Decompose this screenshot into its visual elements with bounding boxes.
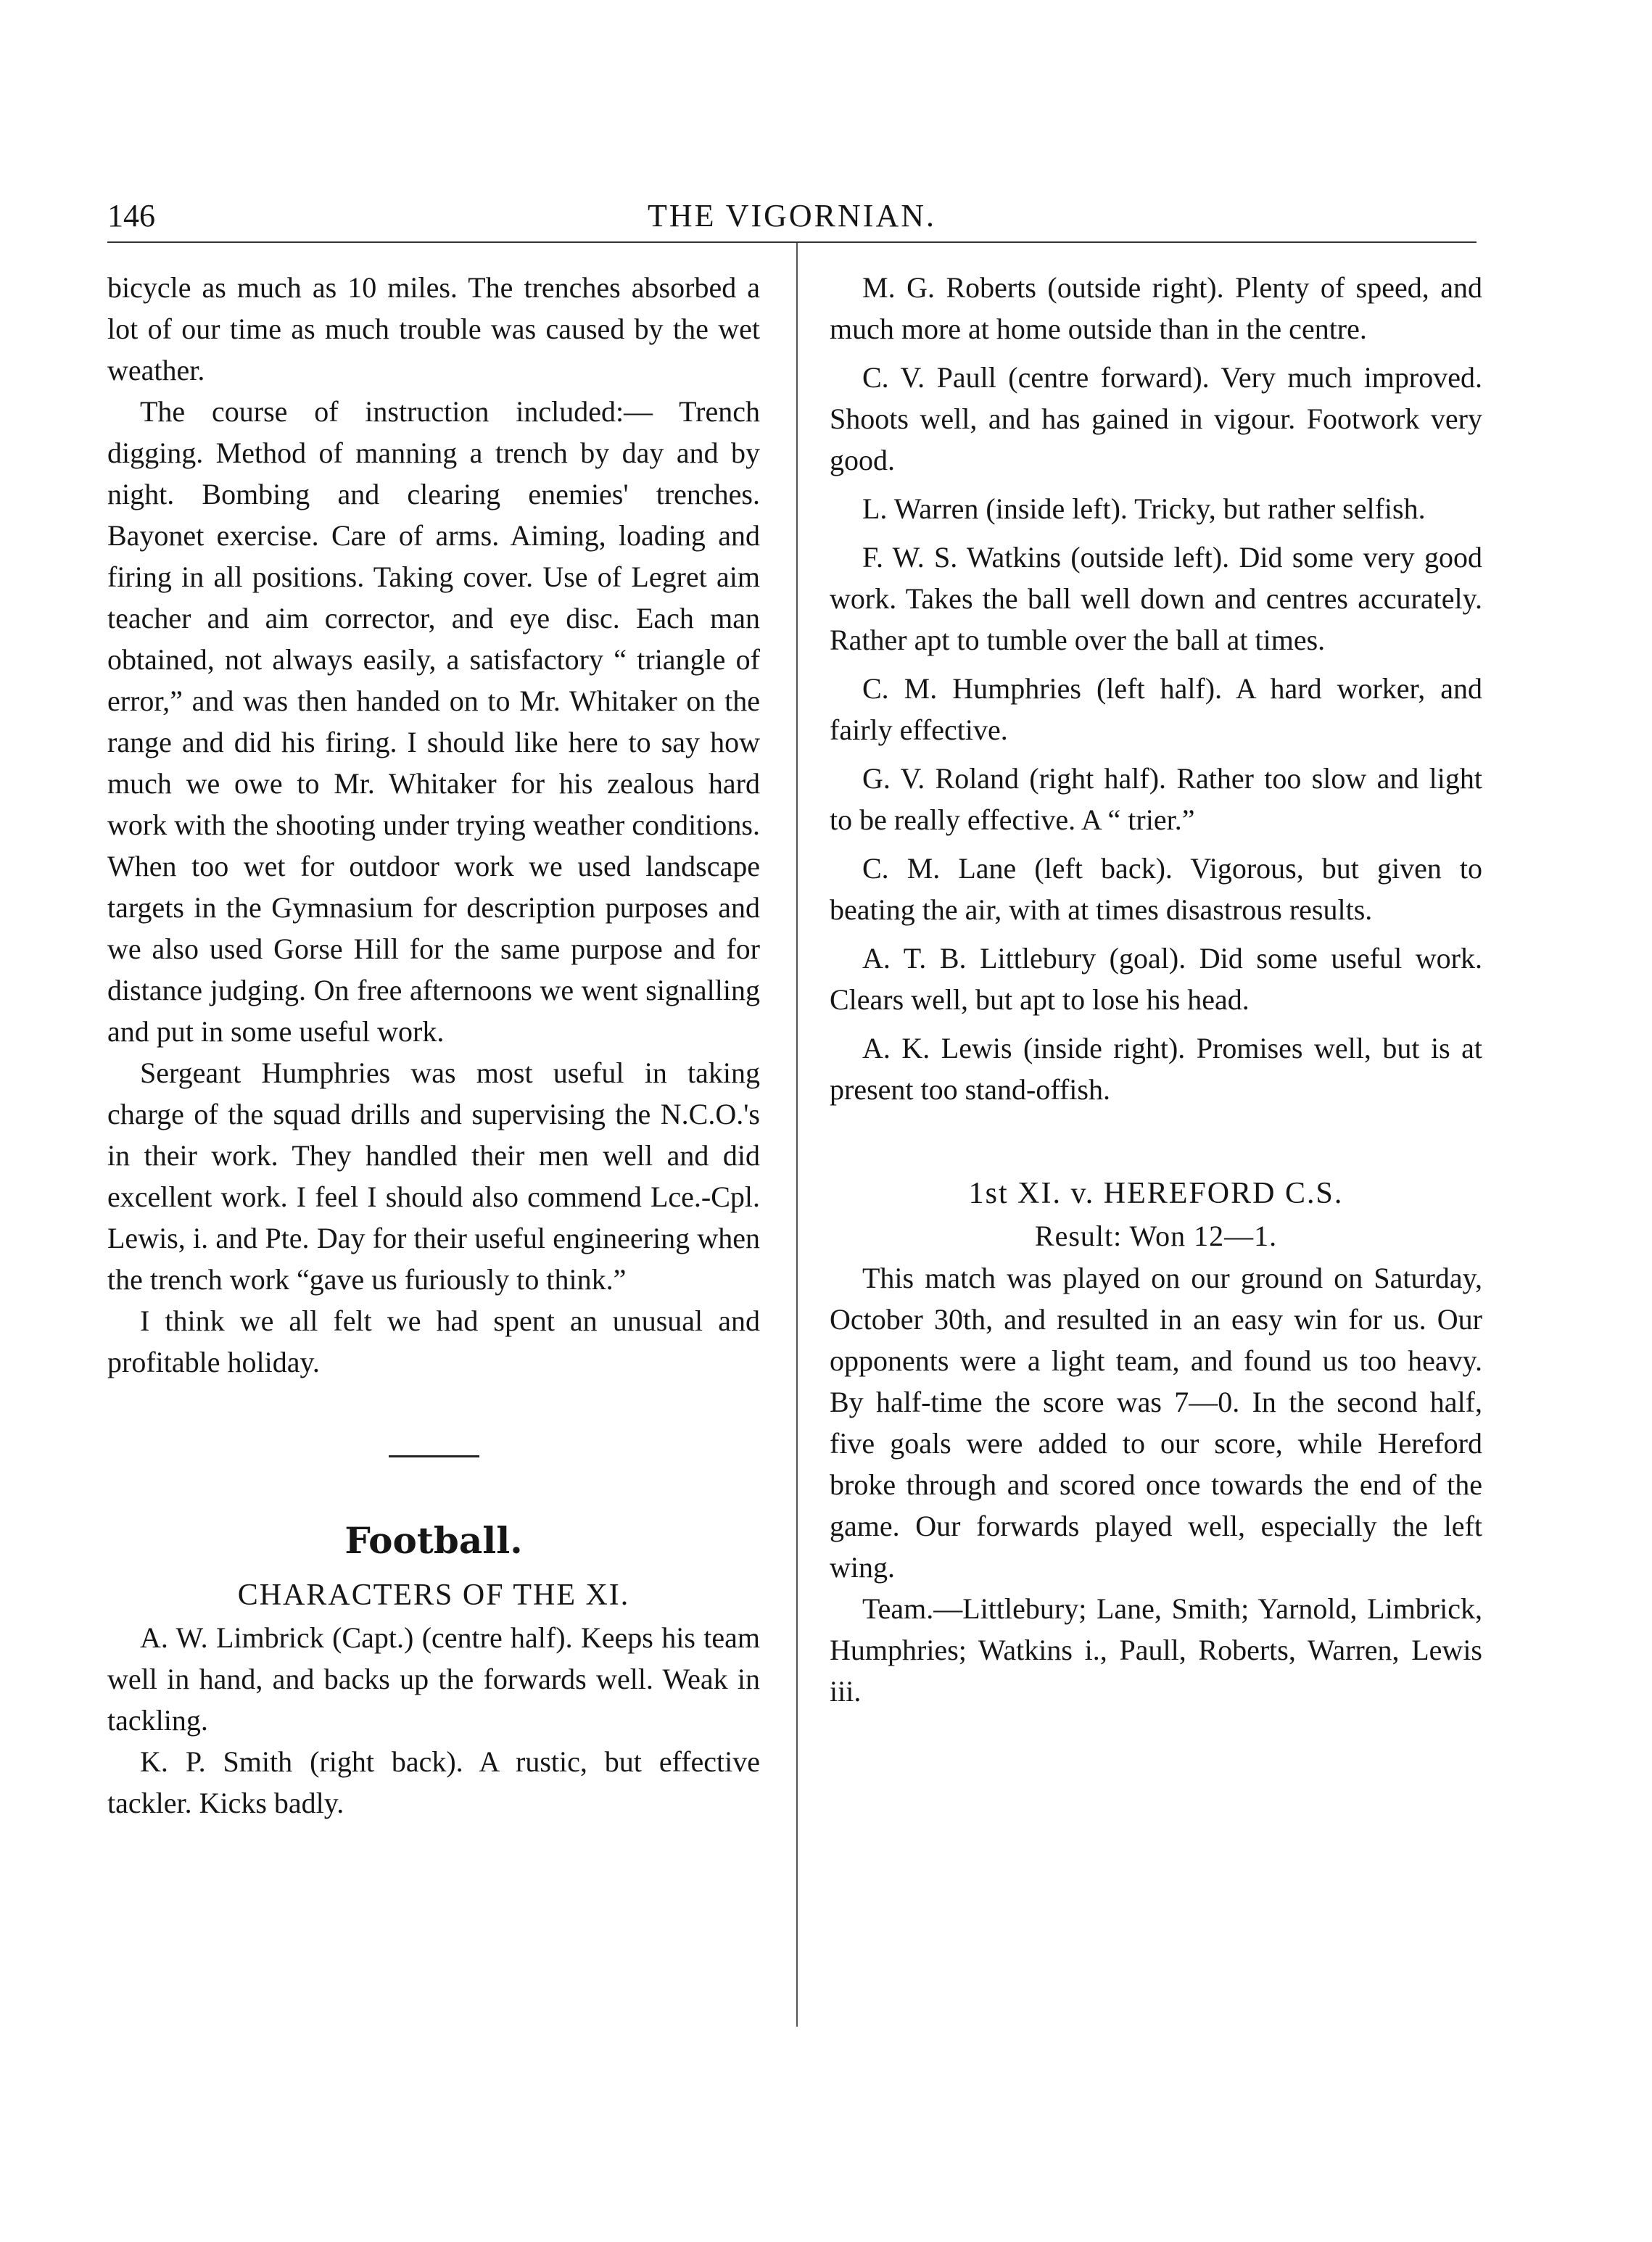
character-entry: C. M. Lane (left back). Vigorous, but given to beating the air, with at times disastrous results.	[830, 852, 1482, 926]
character-entry: K. P. Smith (right back). A rustic, but effective tackler. Kicks badly.	[107, 1745, 760, 1819]
character-entry: A. T. B. Littlebury (goal). Did some useful work. Clears well, but apt to lose his head.	[830, 942, 1482, 1016]
character-entry: F. W. S. Watkins (outside left). Did some very good work. Takes the ball well down and centres accurately. Rather apt to tumble over the ball at times.	[830, 541, 1482, 656]
character-entry: L. Warren (inside left). Tricky, but rather selfish.	[862, 492, 1426, 525]
page-header	[107, 185, 1477, 243]
character-entry: G. V. Roland (right half). Rather too slow and light to be really effective. A “ trier.”	[830, 762, 1482, 836]
match-result: Result: Won 12—1.	[1034, 1220, 1278, 1252]
character-entry: C. V. Paull (centre forward). Very much improved. Shoots well, and has gained in vigour. Footwork very good.	[830, 361, 1482, 476]
match-report: This match was played on our ground on Saturday, October 30th, and resulted in an easy win for us. Our opponents were a light team, and found us too heavy. By half-time the score was 7—0. In the second half, five goals were added to our score, while Hereford broke through and scored once towards the end of the game. Our forwards played well, especially the left wing.	[830, 1262, 1482, 1584]
paragraph: bicycle as much as 10 miles. The trenches absorbed a lot of our time as much trouble was caused by the wet weather.	[107, 271, 760, 386]
page-number: 146	[107, 198, 155, 233]
section-divider	[389, 1455, 479, 1457]
paragraph: I think we all felt we had spent an unusual and profitable holiday.	[107, 1304, 760, 1378]
left-column	[107, 267, 760, 1824]
right-column	[830, 267, 1482, 1712]
section-title: Football.	[344, 1519, 523, 1562]
paragraph: The course of instruction included:— Trench digging. Method of manning a trench by day and by night. Bombing and clearing enemies' trenches. Bayonet exercise. Care of arms. Aiming, loading and firing in all positions. Taking cover. Use of Legret aim teacher and aim corrector, and eye disc. Each man obtained, not always easily, a satisfactory “ triangle of error,” and was then handed on to Mr. Whitaker on the range and did his firing. I should like here to say how much we owe to Mr. Whitaker for his zealous hard work with the shooting under trying weather conditions. When too wet for outdoor work we used landscape targets in the Gymnasium for description purposes and we also used Gorse Hill for the same purpose and for distance judging. On free afternoons we went signalling and put in some useful work.	[107, 395, 760, 1048]
running-title: THE VIGORNIAN.	[647, 198, 937, 233]
character-entry: A. W. Limbrick (Capt.) (centre half). Keeps his team well in hand, and backs up the forwards well. Weak in tackling.	[107, 1621, 760, 1737]
header-rule	[107, 241, 1477, 243]
paragraph: Sergeant Humphries was most useful in taking charge of the squad drills and supervising the N.C.O.'s in their work. They handled their men well and did excellent work. I feel I should also commend Lce.-Cpl. Lewis, i. and Pte. Day for their useful engineering when the trench work “gave us furiously to think.”	[107, 1056, 760, 1296]
character-entry: M. G. Roberts (outside right). Plenty of speed, and much more at home outside than in the centre.	[830, 271, 1482, 345]
character-entry: C. M. Humphries (left half). A hard worker, and fairly effective.	[830, 672, 1482, 746]
column-divider	[796, 243, 798, 2027]
section-subtitle: CHARACTERS OF THE XI.	[237, 1579, 630, 1612]
match-title: 1st XI. v. HEREFORD C.S.	[968, 1177, 1344, 1210]
team-list: Team.—Littlebury; Lane, Smith; Yarnold, Limbrick, Humphries; Watkins i., Paull, Roberts, Warren, Lewis iii.	[830, 1592, 1482, 1708]
character-entry: A. K. Lewis (inside right). Promises well, but is at present too stand-offish.	[830, 1032, 1482, 1106]
